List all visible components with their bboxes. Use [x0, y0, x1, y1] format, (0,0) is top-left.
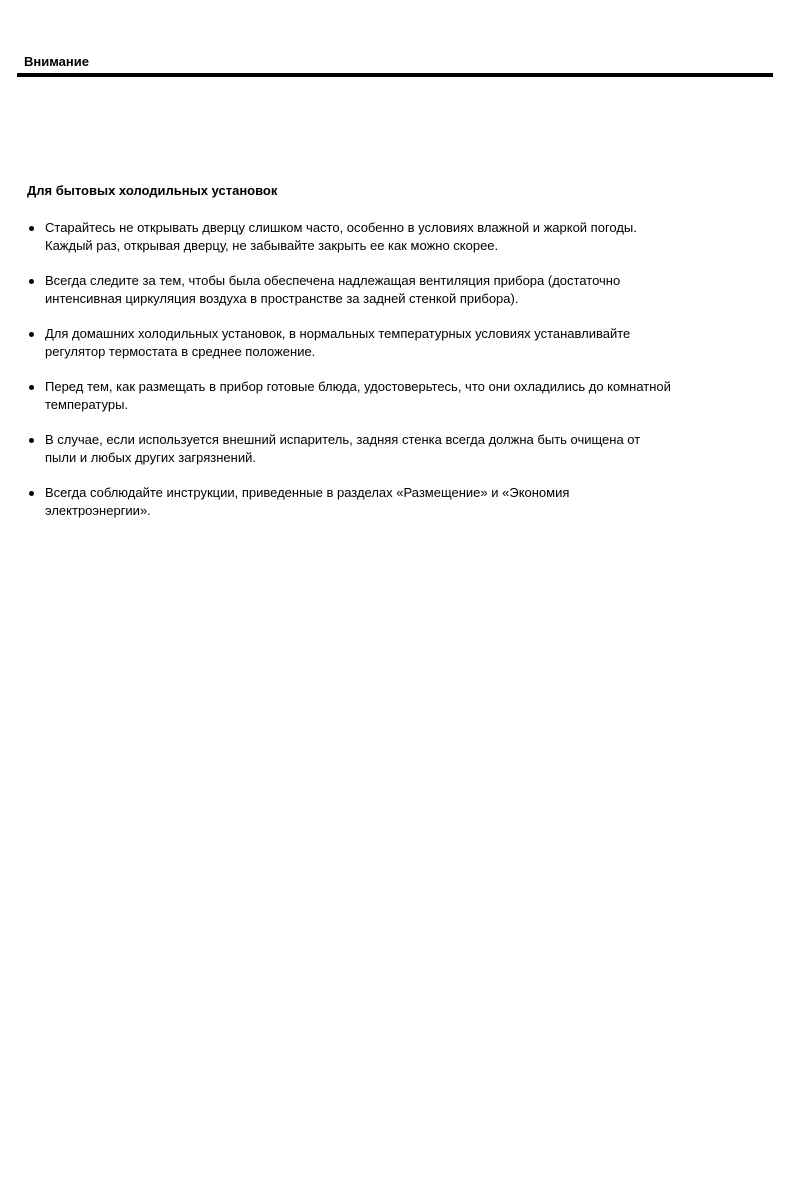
bullet-line: Перед тем, как размещать в прибор готовые блюда, удостоверьтесь, что они охладились до комнатной	[45, 379, 671, 394]
bullet-text	[45, 484, 777, 520]
bullet-line: температуры.	[45, 397, 129, 412]
bullet-line: интенсивная циркуляция воздуха в пространстве за задней стенкой прибора).	[45, 291, 519, 306]
bullet-icon	[29, 438, 34, 443]
bullet-icon	[29, 226, 34, 231]
page-header-title: Внимание	[24, 54, 89, 69]
bullet-text	[45, 378, 777, 414]
bullet-line: Каждый раз, открывая дверцу, не забывайте закрыть ее как можно скорее.	[45, 238, 499, 253]
bullet-text	[45, 431, 777, 467]
bullet-icon	[29, 332, 34, 337]
bullet-list	[27, 219, 777, 537]
bullet-line: В случае, если используется внешний испаритель, задняя стенка всегда должна быть очищена от	[45, 432, 641, 447]
bullet-line: регулятор термостата в среднее положение.	[45, 344, 316, 359]
bullet-icon	[29, 279, 34, 284]
bullet-text	[45, 272, 777, 308]
list-item	[27, 219, 777, 255]
list-item	[27, 378, 777, 414]
bullet-line: Всегда следите за тем, чтобы была обеспечена надлежащая вентиляция прибора (достаточно	[45, 273, 621, 288]
bullet-line: пыли и любых других загрязнений.	[45, 450, 256, 465]
bullet-line: Старайтесь не открывать дверцу слишком часто, особенно в условиях влажной и жаркой погоды.	[45, 220, 637, 235]
bullet-line: Всегда соблюдайте инструкции, приведенные в разделах «Размещение» и «Экономия	[45, 485, 570, 500]
list-item	[27, 325, 777, 361]
bullet-icon	[29, 491, 34, 496]
section-title: Для бытовых холодильных установок	[27, 183, 278, 198]
bullet-icon	[29, 385, 34, 390]
header-divider	[17, 73, 773, 77]
list-item	[27, 484, 777, 520]
list-item	[27, 431, 777, 467]
bullet-line: электроэнергии».	[45, 503, 151, 518]
bullet-line: Для домашних холодильных установок, в нормальных температурных условиях устанавливайте	[45, 326, 631, 341]
bullet-text	[45, 219, 777, 255]
list-item	[27, 272, 777, 308]
bullet-text	[45, 325, 777, 361]
